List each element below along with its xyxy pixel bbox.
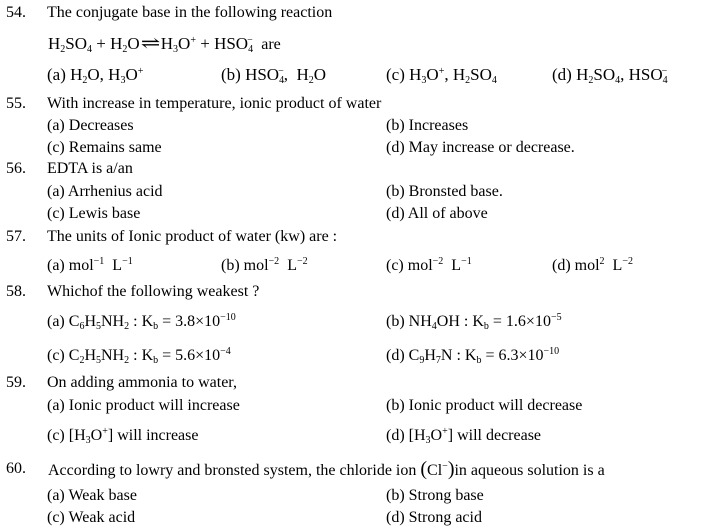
option-c[interactable]: (c) $[H_3O^+]$ will increase	[47, 426, 199, 446]
option-d[interactable]: (d) May increase or decrease.	[386, 139, 575, 156]
question-text: The conjugate base in the following reaction	[47, 4, 333, 21]
question-text: According to lowry and bronsted system, the chloride ion (Cl−)in aqueous solution is a	[48, 458, 605, 480]
question-number: 60.	[6, 460, 26, 477]
question-text: The units of Ionic product of water (kw) are :	[47, 228, 338, 245]
question-text: EDTA is a/an	[47, 160, 133, 177]
option-c[interactable]: (c) Weak acid	[47, 509, 136, 526]
option-c[interactable]: (c) Remains same	[47, 139, 162, 156]
option-c[interactable]: (c) $C_2H_5NH_2$ : $K_b = 5.6\times 10^{-4}$	[47, 346, 231, 366]
option-c[interactable]: (c) mol$^{-2}$ $L^{-1}$	[386, 256, 472, 274]
option-b[interactable]: (b) Ionic product will decrease	[386, 397, 583, 414]
option-a[interactable]: (a) Weak base	[47, 487, 137, 504]
option-a[interactable]: (a) Decreases	[47, 117, 134, 134]
option-b[interactable]: (b) Strong base	[386, 487, 484, 504]
option-a[interactable]: (a) $H_2O$, $H_3O^+$	[47, 65, 144, 86]
question-text: With increase in temperature, ionic product of water	[47, 95, 382, 112]
option-a[interactable]: (a) mol$^{-1}$ $L^{-1}$	[47, 256, 133, 274]
question-number: 55.	[6, 95, 26, 112]
option-d[interactable]: (d) mol$^2$ $L^{-2}$	[552, 256, 633, 274]
question-number: 56.	[6, 160, 26, 177]
question-number: 59.	[6, 374, 26, 391]
equilibrium-arrow-icon: ⇌	[140, 33, 161, 53]
option-b[interactable]: (b) Increases	[386, 117, 469, 134]
reaction-equation: $H_2SO_4$ + $H_2O\rightleftharpoons H_3O^+ + HSO_4^-$ are	[48, 33, 281, 55]
question-number: 58.	[6, 283, 26, 300]
option-b[interactable]: (b) mol$^{-2}$ $L^{-2}$	[221, 256, 308, 274]
question-text: On adding ammonia to water,	[47, 374, 237, 391]
option-a[interactable]: (a) $C_6H_5NH_2$ : $K_b = 3.8\times 10^{-10}$	[47, 312, 236, 332]
option-d[interactable]: (d) $C_9H_7N$ : $K_b = 6.3\times 10^{-10}$	[386, 346, 560, 366]
option-d[interactable]: (d) Strong acid	[386, 509, 482, 526]
option-d[interactable]: (d) $H_2SO_4$, $HSO_4^-$	[552, 65, 668, 86]
option-a[interactable]: (a) Arrhenius acid	[47, 183, 163, 200]
option-c[interactable]: (c) Lewis base	[47, 205, 141, 222]
question-number: 57.	[6, 228, 26, 245]
option-d[interactable]: (d) All of above	[386, 205, 488, 222]
option-b[interactable]: (b) $NH_4OH$ : $K_b = 1.6\times 10^{-5}$	[386, 312, 562, 332]
option-b[interactable]: (b) $HSO_4^-$, $H_2O$	[221, 65, 327, 86]
question-number: 54.	[6, 4, 26, 21]
option-b[interactable]: (b) Bronsted base.	[386, 183, 503, 200]
question-text: Whichof the following weakest ?	[47, 283, 260, 300]
option-d[interactable]: (d) $[H_3O^+]$ will decrease	[386, 426, 542, 446]
option-c[interactable]: (c) $H_3O^+$, $H_2SO_4$	[386, 65, 497, 86]
option-a[interactable]: (a) Ionic product will increase	[47, 397, 240, 414]
